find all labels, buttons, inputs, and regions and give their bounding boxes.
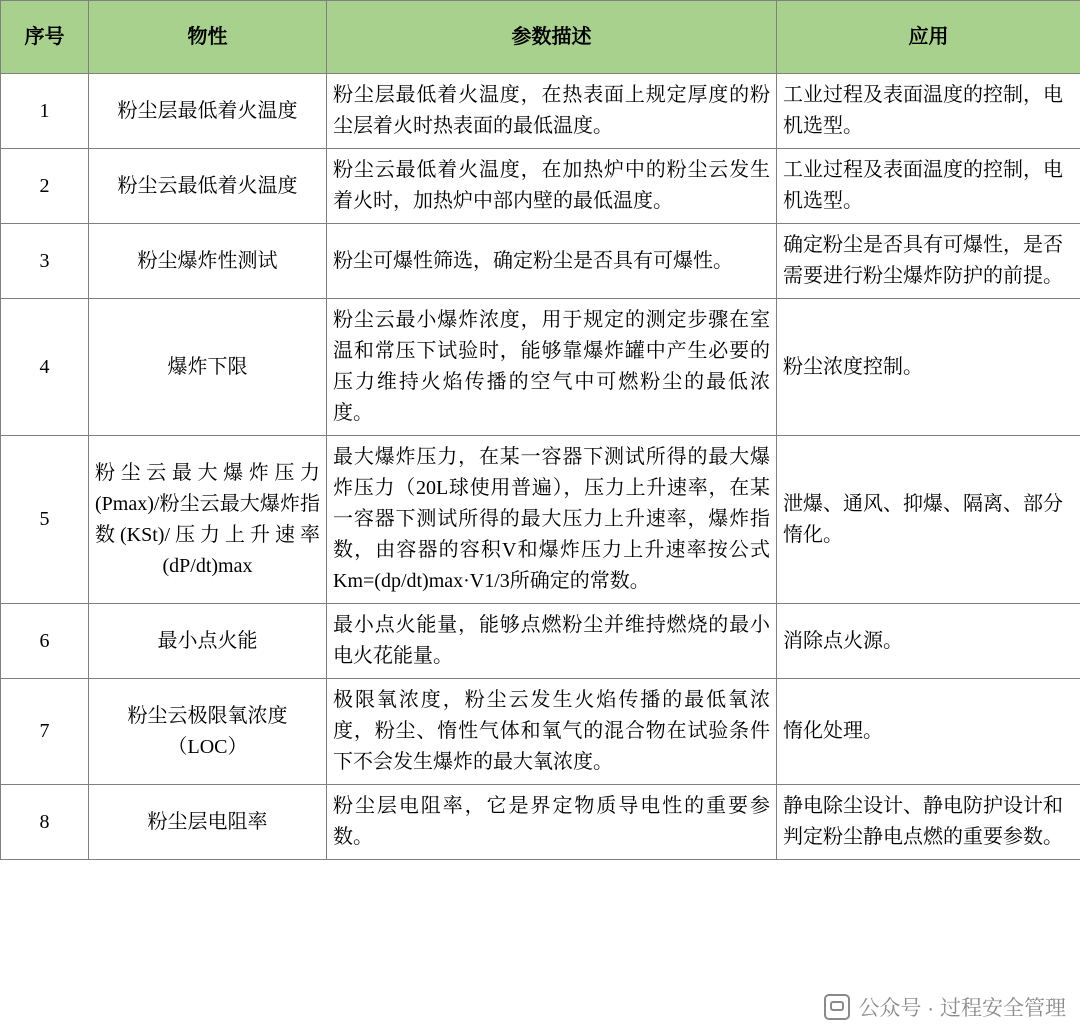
- cell-application: 消除点火源。: [777, 604, 1080, 679]
- column-header-no: 序号: [1, 1, 89, 74]
- cell-application: 确定粉尘是否具有可爆性，是否需要进行粉尘爆炸防护的前提。: [777, 224, 1080, 299]
- cell-description: 粉尘层最低着火温度，在热表面上规定厚度的粉尘层着火时热表面的最低温度。: [327, 74, 777, 149]
- column-header-application: 应用: [777, 1, 1080, 74]
- cell-no: 4: [1, 299, 89, 436]
- table-row: [1, 785, 1080, 860]
- cell-application: 工业过程及表面温度的控制，电机选型。: [777, 74, 1080, 149]
- table-row: [1, 149, 1080, 224]
- cell-description: 粉尘云最小爆炸浓度，用于规定的测定步骤在室温和常压下试验时，能够靠爆炸罐中产生必要的压力维持火焰传播的空气中可燃粉尘的最低浓度。: [327, 299, 777, 436]
- cell-description: 粉尘层电阻率，它是界定物质导电性的重要参数。: [327, 785, 777, 860]
- table-row: [1, 436, 1080, 604]
- cell-no: 7: [1, 679, 89, 785]
- cell-no: 2: [1, 149, 89, 224]
- table-header: [1, 1, 1080, 74]
- cell-no: 1: [1, 74, 89, 149]
- column-header-property: 物性: [89, 1, 327, 74]
- cell-description: 极限氧浓度，粉尘云发生火焰传播的最低氧浓度，粉尘、惰性气体和氧气的混合物在试验条件下不会发生爆炸的最大氧浓度。: [327, 679, 777, 785]
- cell-property: 粉尘爆炸性测试: [89, 224, 327, 299]
- cell-no: 3: [1, 224, 89, 299]
- cell-application: 工业过程及表面温度的控制，电机选型。: [777, 149, 1080, 224]
- cell-application: 惰化处理。: [777, 679, 1080, 785]
- cell-property: 粉尘层电阻率: [89, 785, 327, 860]
- cell-application: 粉尘浓度控制。: [777, 299, 1080, 436]
- table-row: [1, 679, 1080, 785]
- table-header-row: [1, 1, 1080, 74]
- cell-property: 爆炸下限: [89, 299, 327, 436]
- cell-property: 粉尘云极限氧浓度（LOC）: [89, 679, 327, 785]
- cell-property: 粉尘云最低着火温度: [89, 149, 327, 224]
- cell-description: 粉尘可爆性筛选，确定粉尘是否具有可爆性。: [327, 224, 777, 299]
- cell-no: 8: [1, 785, 89, 860]
- cell-no: 6: [1, 604, 89, 679]
- table-row: [1, 224, 1080, 299]
- table-body: [1, 74, 1080, 860]
- cell-description: 最大爆炸压力，在某一容器下测试所得的最大爆炸压力（20L球使用普遍），压力上升速率，在某一容器下测试所得的最大压力上升速率，爆炸指数，由容器的容积V和爆炸压力上升速率按公式Km=(dp/dt)max·V1/3所确定的常数。: [327, 436, 777, 604]
- cell-property: 粉尘层最低着火温度: [89, 74, 327, 149]
- cell-description: 粉尘云最低着火温度，在加热炉中的粉尘云发生着火时，加热炉中部内壁的最低温度。: [327, 149, 777, 224]
- table-row: [1, 604, 1080, 679]
- table-row: [1, 299, 1080, 436]
- cell-description: 最小点火能量，能够点燃粉尘并维持燃烧的最小电火花能量。: [327, 604, 777, 679]
- cell-application: 泄爆、通风、抑爆、隔离、部分惰化。: [777, 436, 1080, 604]
- table-row: [1, 74, 1080, 149]
- cell-application: 静电除尘设计、静电防护设计和判定粉尘静电点燃的重要参数。: [777, 785, 1080, 860]
- cell-property: 最小点火能: [89, 604, 327, 679]
- cell-no: 5: [1, 436, 89, 604]
- watermark-text: 公众号 · 过程安全管理: [858, 997, 1066, 1020]
- cell-property: 粉尘云最大爆炸压力(Pmax)/粉尘云最大爆炸指数(KSt)/压力上升速率(dP/dt)max: [89, 436, 327, 604]
- column-header-description: 参数描述: [327, 1, 777, 74]
